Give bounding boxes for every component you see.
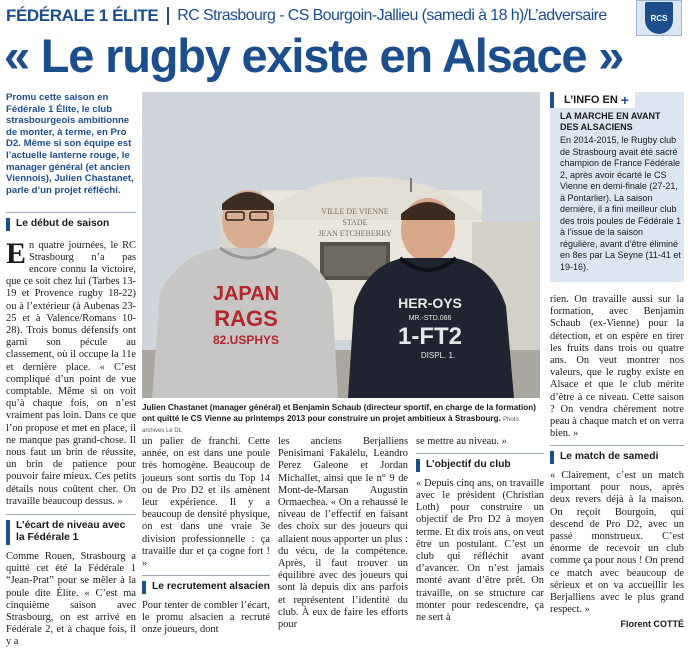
photo-illustration — [142, 92, 540, 398]
section-title-objectif: L’objectif du club — [416, 459, 544, 472]
match-label: RC Strasbourg - CS Bourgoin-Jallieu (samedi à 18 h)/L’adversaire — [177, 7, 607, 24]
section-body-debut: n quatre journées, le RC Strasbourg n’a pas encore connu la victoire, que ce soit chez lui (Tarbes 13-19 et Provence rugby 18-22) ou à l’extérieur (à Aubenas 23-25 et à Valence/Romans 10-28). Trois bonus défensifs ont garni son pécule au classement, où il occupe la 11e et dernière place. « C’est compliqué d’un point de vue comptable. Même si on voit qu’à chaque fois, on n’est vraiment pas loin. Dans ce que l’on propose et met en place, il ne manque pas grand-chose. Il nous faut un brin de réussite, un brin de patience pour pouvoir faire mieux. Ces petits détails nous coûtent cher. On travaille beaucoup dessus. » — [6, 239, 136, 507]
divider — [416, 453, 544, 454]
shirt-left-line2: RAGS — [214, 306, 278, 331]
divider — [6, 514, 136, 515]
plus-icon: + — [620, 92, 629, 108]
kicker — [6, 5, 607, 27]
shirt-left-line1: JAPAN — [212, 283, 280, 305]
author-signature: Florent COTTÉ — [620, 619, 684, 630]
kicker-separator — [167, 7, 169, 25]
section-text-ecart: Comme Rouen, Strasbourg a quitté cet été la Fédérale 1 “Jean-Prat” pour se mêler à la poule dite Élite. « C’est ma cinquième saison avec Strasbourg, on est arrivé en Fédérale 2, et à chaque fois, il y a — [6, 550, 136, 648]
column-5 — [550, 294, 684, 629]
caption-text: Julien Chastanet (manager général) et Benjamin Schaub (directeur sportif, en charge de la formation) ont quitté le CS Vienne au printemps 2013 pour construire un projet ambitieux à Strasbourg. — [142, 403, 536, 423]
info-box — [550, 92, 684, 282]
info-tag-label: L’INFO EN — [564, 94, 618, 106]
section-title-recrutement: Le recrutement alsacien — [142, 581, 270, 594]
info-tag — [550, 92, 635, 108]
photo-caption — [142, 403, 540, 437]
divider — [142, 575, 270, 576]
column-3-text: les anciens Berjalliens Penisimani Fakalelu, Leandro Perez Galeone et Jordan Michallet, ainsi que le n° 9 de Mont-de-Marsan Augustin Ormaechea. « On a rehaussé le niveau de l’effectif en faisant des choix sur des joueurs qui allaient nous apporter un plus : du vécu, de la compétence. Après, il faut trouver un équilibre avec des joueurs qui sont là depuis dix ans parfois et représentent l’identité du club. À eux de faire les efforts pour — [278, 436, 408, 631]
shield-icon: RCS — [645, 2, 673, 34]
column-4 — [416, 436, 544, 624]
divider — [550, 445, 684, 446]
shirt-left-line3: 82.USPHYS — [212, 333, 280, 347]
headline: « Le rugby existe en Alsace » — [4, 29, 624, 82]
section-title-debut: Le début de saison — [6, 218, 136, 231]
photo-credit: Photo archives Le DL — [142, 416, 519, 435]
section-title-ecart: L’écart de niveau avec la Fédérale 1 — [6, 520, 136, 545]
section-text-samedi: « Clairement, c’est un match important pour nous, après deux revers déjà à la maison. On reçoit Bourgoin, qui descend de Pro D2, avec un passé monstrueux. C’est énorme de recevoir un club comme ça pour nous ! On prend ce match avec beaucoup de sérieux et on va accueillir les Berjalliens avec le plus grand respect. » — [550, 469, 684, 616]
shirt-right-line2: MR.-STD.066 — [408, 315, 452, 322]
stadium-sign-line3: JEAN ETCHEBERRY — [318, 229, 392, 238]
divider — [6, 212, 136, 213]
shirt-right-line4: DISPL. 1. — [420, 351, 456, 360]
intro-text: Promu cette saison en Fédérale 1 Élite, le club strasbourgeois ambitionne de monter, à terme, en Pro D2. Même si son équipe est l’actuelle lanterne rouge, le manager général (et ancien Viennois), Julien Chastanet, parle d’un projet réfléchi. — [6, 92, 134, 196]
info-heading: LA MARCHE EN AVANT DES ALSACIENS — [560, 111, 661, 132]
column-5-text: rien. On travaille aussi sur la formation, avec Benjamin Schaub (ex-Vienne) pour la détection, et on espère en tirer les fruits dans trois ou quatre ans. On veut montrer nos valeurs, que le rugby existe en Alsace et que le club mérite d’être à ce niveau. Cette saison ? On vendra chèrement notre peau à chaque match et on verra bien. » — [550, 294, 684, 440]
column-1 — [6, 212, 136, 649]
section-text-debut — [6, 236, 136, 508]
league-label: FÉDÉRALE 1 ÉLITE — [6, 6, 159, 25]
shirt-right-line1: HER-OYS — [398, 295, 462, 311]
column-2 — [142, 436, 270, 636]
stadium-sign-line1: VILLE DE VIENNE — [321, 207, 389, 216]
section-text-recrutement: Pour tenter de combler l’écart, le promu alsacien a recruté onze joueurs, dont — [142, 599, 270, 636]
stadium-sign-line2: STADE — [342, 218, 368, 227]
shirt-right-line3: 1-FT2 — [397, 323, 463, 350]
column-2-text: un palier de franchi. Cette année, on est dans une poule très homogène. Beaucoup de joueurs sont sortis du Top 14 ou de Pro D2 et ils amènent leur expérience. Il y a beaucoup de densité physique, on est dans une vraie 3e division professionnelle : ça travaille dur et ça cogne fort ! » — [142, 436, 270, 570]
section-title-samedi: Le match de samedi — [550, 451, 684, 464]
dropcap: E — [6, 236, 27, 270]
column-3 — [278, 436, 408, 631]
section-text-objectif: « Depuis cinq ans, on travaille avec le président (Christian Loth) pour construire un objectif de Pro D2 à moyen terme. Et dix trois ans, on veut être un postulant. C’est un club qui réfléchit avant d’avancer. On n’est jamais monté avant d’être prêt. On travaille, on se structure car monter pour redescendre, ça ne sert à — [416, 477, 544, 623]
column-4-top: se mettre au niveau. » — [416, 436, 507, 447]
info-body: En 2014-2015, le Rugby club de Strasbourg avait été sacré champion de France Fédérale 2, après avoir écarté le CS Vienne en demi-finale (27-21, à Pontarlier). La saison dernière, il a fini meilleur club des trois poules de Fédérale 1 à l’issue de la saison régulière, avant d’être éliminé en 8es par La Seyne (11-41 et 19-16). — [560, 135, 682, 272]
article-photo — [142, 92, 540, 398]
